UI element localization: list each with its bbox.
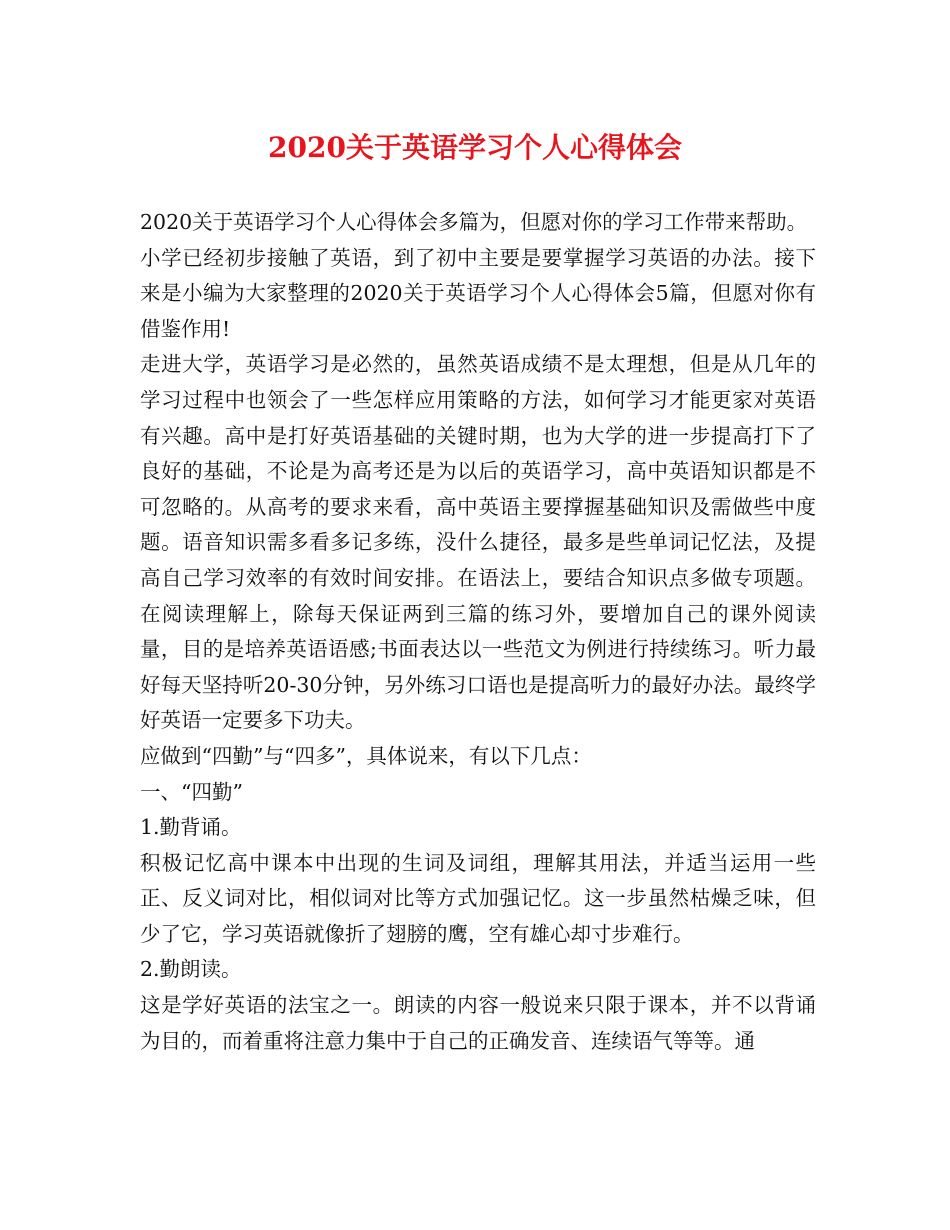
item-heading: 1.勤背诵。 <box>140 815 242 840</box>
paragraph: 这是学好英语的法宝之一。朗读的内容一般说来只限于课本，并不以背诵为目的，而着重将注意力集中于自己的正确发音、连续语气等等。通 <box>140 993 816 1053</box>
paragraph: 应做到“四勤”与“四多”，具体说来，有以下几点： <box>140 743 592 768</box>
document-body <box>140 205 816 1059</box>
document-title: 2020关于英语学习个人心得体会 <box>268 131 682 164</box>
paragraph: 2020关于英语学习个人心得体会多篇为，但愿对你的学习工作带来帮助。 <box>140 210 808 234</box>
paragraph: 积极记忆高中课本中出现的生词及词组，理解其用法，并适当运用一些正、反义词对比，相似词对比等方式加强记忆。这一步虽然枯燥乏味，但少了它，学习英语就像折了翅膀的鹰，空有雄心却寸步难行。 <box>140 850 816 946</box>
paragraph: 小学已经初步接触了英语，到了初中主要是要掌握学习英语的办法。接下来是小编为大家整理的2020关于英语学习个人心得体会5篇，但愿对你有借鉴作用! <box>140 245 816 341</box>
section-heading: 一、“四勤” <box>140 779 243 804</box>
item-heading: 2.勤朗读。 <box>140 957 242 982</box>
paragraph: 走进大学，英语学习是必然的，虽然英语成绩不是太理想，但是从几年的学习过程中也领会了一些怎样应用策略的方法，如何学习才能更家对英语有兴趣。高中是打好英语基础的关键时期，也为大学的进一步提高打下了良好的基础，不论是为高考还是为以后的英语学习，高中英语知识都是不可忽略的。从高考的要求来看，高中英语主要撑握基础知识及需做些中度题。语音知识需多看多记多练，没什么捷径，最多是些单词记忆法，及提高自己学习效率的有效时间安排。在语法上，要结合知识点多做专项题。在阅读理解上，除每天保证两到三篇的练习外，要增加自己的课外阅读量，目的是培养英语语感;书面表达以一些范文为例进行持续练习。听力最好每天坚持听20-30分钟，另外练习口语也是提高听力的最好办法。最终学好英语一定要多下功夫。 <box>140 352 816 733</box>
